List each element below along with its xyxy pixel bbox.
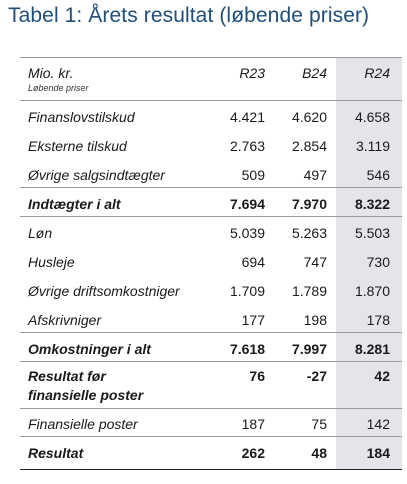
- row-label-indtaegter-i-alt: Indtægter i alt: [28, 196, 121, 212]
- header-rule: [20, 100, 402, 101]
- results-table: [20, 50, 402, 470]
- table-cell: 142: [366, 416, 390, 432]
- row-label-afskrivninger: Afskrivniger: [28, 312, 102, 328]
- table-cell: 198: [303, 312, 327, 328]
- row-label-finansielle-poster: Finansielle poster: [28, 416, 138, 432]
- table-cell: 4.421: [229, 109, 265, 125]
- table-cell: 187: [241, 416, 265, 432]
- table-bottom-rule: [20, 469, 402, 470]
- row-label-husleje: Husleje: [28, 254, 75, 270]
- column-header-r24: R24: [364, 65, 390, 81]
- table-cell: 730: [366, 254, 390, 270]
- table-cell: 7.997: [291, 341, 327, 357]
- table-cell: 8.281: [354, 341, 390, 357]
- table-cell: 178: [366, 312, 390, 328]
- table-cell: 3.119: [356, 138, 390, 154]
- table-cell: 497: [303, 167, 327, 183]
- table-top-rule: [20, 57, 402, 58]
- table-cell: 42: [374, 368, 390, 384]
- table-cell: 5.503: [354, 225, 390, 241]
- unit-label: Mio. kr.: [28, 65, 74, 81]
- table-cell: 76: [249, 368, 265, 384]
- table-cell: 262: [241, 445, 265, 461]
- row-rule: [20, 361, 402, 362]
- row-label-resultat-foer-line1: Resultat før: [28, 368, 106, 384]
- table-cell: 509: [241, 167, 265, 183]
- column-header-b24: B24: [302, 65, 327, 81]
- row-rule: [20, 408, 402, 409]
- table-cell: 747: [303, 254, 327, 270]
- table-cell: 5.263: [291, 225, 327, 241]
- table-cell: 1.870: [354, 283, 390, 299]
- row-label-loen: Løn: [28, 225, 53, 241]
- table-cell: 7.694: [229, 196, 265, 212]
- table-cell: -27: [306, 368, 327, 384]
- table-cell: 48: [311, 445, 327, 461]
- table-cell: 7.970: [291, 196, 327, 212]
- row-label-oevrige-salgsindtaegter: Øvrige salgsindtægter: [28, 167, 165, 183]
- row-rule: [20, 187, 402, 188]
- table-cell: 75: [311, 416, 327, 432]
- table-cell: 5.039: [229, 225, 265, 241]
- row-rule: [20, 436, 402, 437]
- row-label-resultat-foer-line2: finansielle poster: [28, 387, 144, 403]
- table-cell: 694: [241, 254, 265, 270]
- row-rule: [20, 332, 402, 333]
- table-cell: 546: [366, 167, 390, 183]
- row-label-oevrige-driftsomkostninger: Øvrige driftsomkostniger: [28, 283, 180, 299]
- table-cell: 7.618: [229, 341, 265, 357]
- unit-sublabel: Løbende priser: [28, 83, 89, 93]
- column-header-r23: R23: [239, 65, 265, 81]
- row-label-eksterne-tilskud: Eksterne tilskud: [28, 138, 127, 154]
- table-cell: 2.854: [291, 138, 327, 154]
- table-cell: 177: [241, 312, 265, 328]
- table-cell: 1.709: [229, 283, 265, 299]
- row-rule: [20, 216, 402, 217]
- row-label-resultat: Resultat: [28, 445, 84, 461]
- table-cell: 4.620: [291, 109, 327, 125]
- row-label-omkostninger-i-alt: Omkostninger i alt: [28, 341, 151, 357]
- table-cell: 8.322: [354, 196, 390, 212]
- row-label-finanslovstilskud: Finanslovstilskud: [28, 109, 135, 125]
- table-title: Tabel 1: Årets resultat (løbende priser): [8, 4, 370, 27]
- table-cell: 2.763: [229, 138, 265, 154]
- table-cell: 184: [366, 445, 390, 461]
- table-cell: 4.658: [354, 109, 390, 125]
- table-cell: 1.789: [291, 283, 327, 299]
